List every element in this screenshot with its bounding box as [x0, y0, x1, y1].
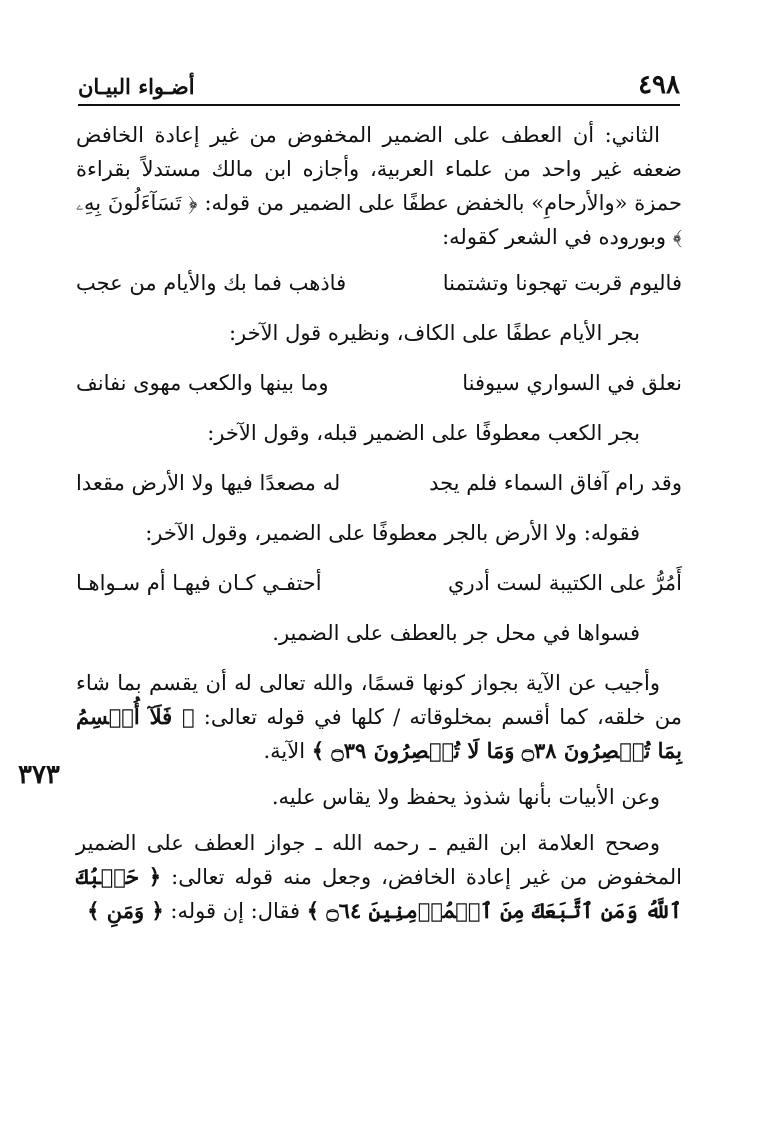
verse-1-second-hemistich: فاذهب فما بك والأيام من عجب — [76, 271, 347, 295]
verse-3 — [76, 466, 682, 500]
verse-2-first-hemistich: نعلق في السواري سيوفنا — [462, 371, 682, 395]
verse-2-second-hemistich: وما بينها والكعب مهوى نفانف — [76, 371, 329, 395]
verse-2 — [76, 366, 682, 400]
paragraph-4-text: وصحح العلامة ابن القيم ـ رحمه الله ـ جواز العطف على الضمير المخفوض من غير إعادة الخافض، وجعل منه قوله تعالى: — [76, 831, 683, 889]
verse-3-second-hemistich: له مصعدًا فيها ولا الأرض مقعدا — [76, 471, 341, 495]
quran-verse-2: ﴿ حَسۡبُكَ ٱللَّهُ وَمَنِ ٱتَّبَعَكَ مِنَ ٱلۡمُؤۡمِنِينَ ۝٦٤ ﴾ — [76, 864, 682, 923]
note-3: فقوله: ولا الأرض بالجر معطوفًا على الضمير، وقول الآخر: — [145, 521, 640, 545]
note-1: بجر الأيام عطفًا على الكاف، ونظيره قول الآخر: — [228, 321, 640, 345]
paragraph-2 — [76, 666, 682, 768]
book-title: أضـواء البيـان — [78, 74, 195, 99]
page-number: ٤٩٨ — [638, 70, 680, 100]
margin-reference-number: ٣٧٣ — [18, 760, 60, 790]
verse-4-second-hemistich: أحتفـي كـان فيهـا أم سـواهـا — [76, 571, 322, 595]
note-4: فسواها في محل جر بالعطف على الضمير. — [272, 621, 640, 645]
quran-verse-3: ﴿ وَمَنِ ﴾ — [87, 898, 164, 923]
verse-1 — [76, 266, 682, 300]
paragraph-3: وعن الأبيات بأنها شذوذ يحفظ ولا يقاس عليه. — [271, 785, 660, 809]
quran-verse-1: ﴿ فَلَآ أُقۡسِمُ بِمَا تُبۡصِرُونَ ۝٣٨ وَمَا لَا تُبۡصِرُونَ ۝٣٩ ﴾ — [76, 704, 682, 763]
paragraph-4 — [76, 826, 682, 928]
paragraph-4-mid: فقال: إن قوله: — [170, 899, 301, 923]
paragraph-2-text: وأجيب عن الآية بجواز كونها قسمًا، والله تعالى له أن يقسم بما شاء من خلقه، كما أقسم بمخلوقاته / كلها في قوله تعالى: — [76, 671, 682, 729]
verse-4 — [76, 566, 682, 600]
page-body — [76, 118, 682, 940]
note-2: بجر الكعب معطوفًا على الضمير قبله، وقول الآخر: — [207, 421, 640, 445]
paragraph-1: الثاني: أن العطف على الضمير المخفوض من غير إعادة الخافض ضعفه غير واحد من علماء العربية، وأجازه ابن مالك مستدلاً بقراءة حمزة «والأرحامِ» بالخفض عطفًا على الضمير من قوله: ﴿ تَسَآءَلُونَ بِهِۦ ﴾ وبوروده في الشعر كقوله: — [76, 123, 682, 249]
header-divider — [78, 104, 680, 106]
page-header — [78, 62, 680, 106]
verse-3-first-hemistich: وقد رام آفاق السماء فلم يجد — [429, 471, 682, 495]
verse-1-first-hemistich: فاليوم قربت تهجونا وتشتمنا — [442, 271, 682, 295]
verse-4-first-hemistich: أَمُرُّ على الكتيبة لست أدري — [448, 571, 682, 595]
paragraph-2-end: الآية. — [263, 739, 306, 763]
